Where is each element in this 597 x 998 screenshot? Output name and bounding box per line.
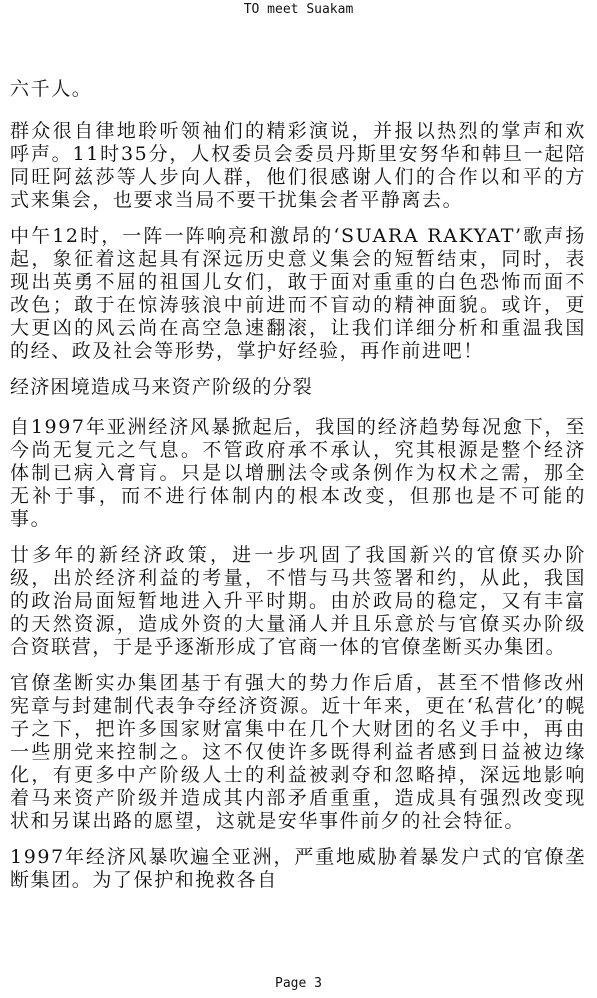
section-heading: 经济困境造成马来资产阶级的分裂 (10, 376, 314, 398)
paragraph: 廿多年的新经济政策，进一步巩固了我国新兴的官僚买办阶级，出於经济利益的考量，不惜与马共签署和约，从此，我国的政治局面短暂地进入升平时期。由於政局的稳定，又有丰富的天然资源，造成外资的大量涌人并且乐意於与官僚买办阶级合资联营，于是乎逐渐形成了官商一体的官僚垄断买办集团。 (10, 544, 586, 658)
opening-line: 六千人。 (10, 78, 93, 100)
paragraph: 中午12时，一阵一阵响亮和激昂的‘SUARA RAKYAT’歌声扬起，象征着这起具有深远历史意义集会的短暂结束，同时，表现出英勇不屈的祖国儿女们，敢于面对重重的白色恐怖而面不改色；敢于在惊涛骇浪中前进而不盲动的精神面貌。或许，更大更凶的风云尚在高空急速翻滚，让我们详细分析和重温我国的经、政及社会等形势，掌护好经验，再作前进吧！ (10, 225, 586, 362)
page-number: Page 3 (275, 976, 322, 991)
paragraph: 自1997年亚洲经济风暴掀起后，我国的经济趋势每况愈下，至今尚无复元之气息。不管政府承不承认，究其根源是整个经济体制已病入膏肓。只是以增删法令或条例作为权术之需，那全无补于事，而不进行体制内的根本改变，但那也是不可能的事。 (10, 416, 586, 530)
paragraph: 1997年经济风暴吹遍全亚洲，严重地威胁着暴发户式的官僚垄断集团。为了保护和挽救各自 (10, 846, 586, 891)
paragraph: 群众很自律地聆听领袖们的精彩演说，并报以热烈的掌声和欢呼声。11时35分，人权委员会委员丹斯里安努华和韩旦一起陪同旺阿兹莎等人步向人群，他们很感谢人们的合作以和平的方式来集会，也要求当局不要干扰集会者平静离去。 (10, 120, 586, 211)
page-footer (0, 976, 597, 992)
document-body (10, 78, 586, 905)
paragraph: 官僚垄断实办集团基于有强大的势力作后盾，甚至不惜修改州宪章与封建制代表争夺经济资源。近十年来，更在‘私营化’的幌子之下，把许多国家财富集中在几个大财团的名义手中，再由一些朋党来控制之。这不仅使许多既得利益者感到日益被边缘化，有更多中产阶级人士的利益被剥夺和忽略掉，深远地影响着马来资产阶级并造成其内部矛盾重重，造成具有强烈改变现状和另谋出路的愿望，这就是安华事件前夕的社会特征。 (10, 672, 586, 832)
header-title: TO meet Suakam (243, 2, 354, 17)
page-header (0, 2, 597, 18)
